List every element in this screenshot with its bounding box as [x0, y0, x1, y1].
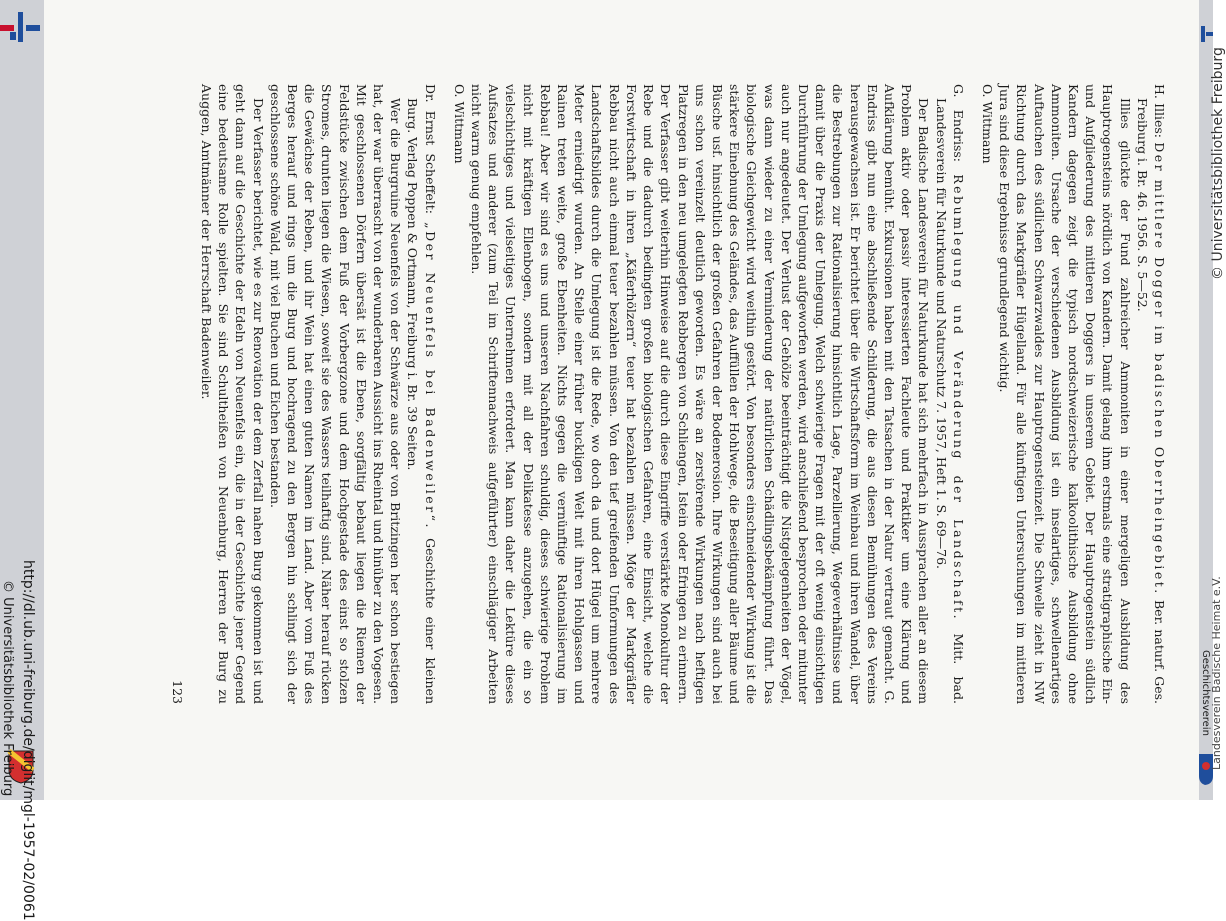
top-watermark: © Universitätsbibliothek Freiburg: [1210, 47, 1226, 280]
review-heading: [404, 84, 438, 704]
document-url[interactable]: http://dl.ub.uni-freiburg.de/diglit/mgl-1957-02/0061: [20, 560, 36, 921]
review-entry-endriss: [451, 84, 967, 704]
page-number: 123: [169, 680, 185, 704]
review-citation: Mitt. bad. Landesverein für Naturkunde und Naturschutz 7. 1957, Heft 1. S. 69—76.: [933, 98, 966, 704]
review-title: „Der Neuenfels bei Badenweiler“.: [422, 222, 438, 530]
review-text: Illies glückte der Fund zahlreicher Ammoniten in einer mergeligen Ausbildung des Hauptrogensteins nördlich von Kandern. Damit gelang ihm erstmals eine stratigraphische Ein- und Aufgliederung des mittleren Doggers in unserem Gebiet. Der Hauptrogenstein südlich Kandern dagegen zeigt die typisch nordschweizerische kalkoolithische Ausbildung ohne Ammoniten. Ursache der verschiedenen Ausbildung ist ein inselartiges, schwellenartiges Auftauchen des südlichen Schwarzwaldes zur Hauptrogensteinzeit. Die Schwelle zieht in NW Richtung durch das Markgräfler Hügelland. Für alle künftigen Untersuchungen im mittleren Jura sind diese Ergebnisse grundlegend wichtig.: [997, 84, 1133, 704]
publisher-label: Landesverein Badische Heimat e.V.: [1210, 576, 1223, 770]
rotated-book-page: [134, 70, 1174, 730]
review-title: Der mittlere Dogger im badischen Oberrheingebiet.: [1152, 142, 1167, 596]
review-entry-scheffelt: [198, 84, 439, 704]
review-citation: Geschichte einer kleinen Burg. Verlag Poppen & Ortmann, Freiburg i. Br. 39 Seiten.: [405, 98, 438, 704]
review-citation: Ber. naturf. Ges. Freiburg i. Br. 46. 1956. S. 5—52.: [1134, 98, 1167, 704]
review-signature: O. Wittmann: [979, 84, 995, 164]
library-logo-icon-right: [1199, 24, 1213, 44]
copyright-notice: © Universitätsbibliothek Freiburg: [0, 580, 15, 797]
review-heading: [932, 84, 966, 704]
review-signature: O. Wittmann: [451, 84, 467, 164]
scanned-page-area: [44, 0, 1199, 800]
review-text: Der Badische Landesverein für Naturkunde hat sich mehrfach in Aussprachen aller an diesem Problem aktiv oder passiv interessierten Fachleute und Praktiker um eine Klärung und Aufklärung bemüht. Exkursionen haben mit den Tatsachen in der Natur vertraut gemacht. G. Endriss gibt nun eine abschließende Schilderung, die aus diesen Bemühungen des Vereins herausgewachsen ist. Er berichtet über die Wirtschaftsform im Weinbau und ihren Wandel, über die Bestrebungen zur Rationalisierung hinsichtlich Lage, Parzellierung, Wegeverhältnisse und damit über die Praxis der Umlegung. Welch schwierige Fragen mit der oft wenig einsichtigen Durchführung der Umlegung aufgeworfen werden, wird anschließend besprochen oder mitunter auch nur angedeutet. Der Verlust der Gehölze beeinträchtigt die Nistgelegenheiten der Vögel, was dann wieder zu einer Verminderung der natürlichen Schädlingsbekämpfung führt. Das biologische Gleichgewicht wird weithin gestört. Von besonders einschneidender Wirkung ist die stärkere Einebnung des Geländes, das Auffüllen der Hohlwege, die Beseitigung aller Bäume und Büsche usf. hinsichtlich der großen Gefahren der Bodenerosion. Ihre Wirkungen sind auch bei uns schon vereinzelt deutlich geworden. Es wäre an zerstörende Wirkungen nach heftigen Platzregen in den neu umgelegten Rebbergen von Schliengen, Istein oder Efringen zu erinnern. Der Verfasser gibt weiterhin Hinweise auf die durch diese Eingriffe verstärkte Monokultur der Rebe und die dadurch bedingten großen biologischen Gefahren, eine Einsicht, welche die Forstwirtschaft in ihren „Käferhölzern“ teuer hat bezahlen müssen. Möge der Markgräfler Rebbau nicht auch einmal teuer bezahlen müssen. Von den tief greifenden Umformungen des Landschaftsbildes durch die Umlegung ist die Rede, wo doch da und dort Hügel um mehrere Meter erniedrigt wurden. An Stelle einer früher buckligen Welt mit ihren Hohlgassen und Rainen treten weite, große Ebenheiten. Nichts gegen die vernünftige Rationalisierung im Rebbau! Aber wir sind es uns und unseren Nachfahren schuldig, dieses schwierige Problem nicht mit kräftigen Ellenbogen, sondern mit all der Delikatesse anzugehen, die ein so vielschichtiges und vielseitiges Unternehmen erfordert. Man kann daher die Lektüre dieses Aufsatzes und anderer (zum Teil im Schriftennachweis aufgeführter) einschlägiger Arbeiten nicht warm genug empfehlen.: [469, 84, 932, 704]
review-author: H. Illies:: [1152, 84, 1167, 139]
review-text-continued: Der Verfasser berichtet, wie es zur Renovation der dem Zerfall nahen Burg gekommen ist und geht dann auf die Geschichte der Edeln von Neuenfels ein, die in der Geschichte jener Gegend eine bedeutsame Rolle spielten. Sie sind Schultheißen von Neuenburg, Herren der Burg zu Auggen, Amtmänner der Herrschaft Badenweiler.: [199, 84, 266, 704]
review-title: Rebumlegung und Veränderung der Landschaft.: [950, 174, 966, 622]
review-heading: [1134, 84, 1168, 704]
review-text: Wer die Burgruine Neuenfels von der Schwärze aus oder von Britzingen her schon bestiegen hat, der war überrascht von der wunderbaren Aussicht ins Rheintal und hinüber zu den Vogesen. Mit geschlossenen Dörfern übersät ist die Ebene, sorgfältig bebaut liegen die Riemen der Feldstücke zwischen dem Fuß der Vorbergzone und dem Hochgestade des einst so stolzen Stromes, drunten liegen die Wiesen, soweit sie des Wassers teilhaftig sind. Näher herauf rücken die Gewächse der Reben, und ihr Wein hat einen guten Namen im Land. Aber vom Fuß des Berges herauf und rings um die Burg und hochragend zu den Bergen hin schlingt sich der geschlossene schöne Wald, mit viel Buchen und Eichen bestanden.: [267, 84, 404, 704]
library-logo-icon: [0, 8, 40, 48]
review-entry-illies: [979, 84, 1168, 704]
review-author: G. Endriss:: [950, 84, 966, 162]
review-author: Dr. Ernst Scheffelt:: [422, 84, 438, 214]
society-label: Geschichtsverein: [1200, 650, 1211, 736]
